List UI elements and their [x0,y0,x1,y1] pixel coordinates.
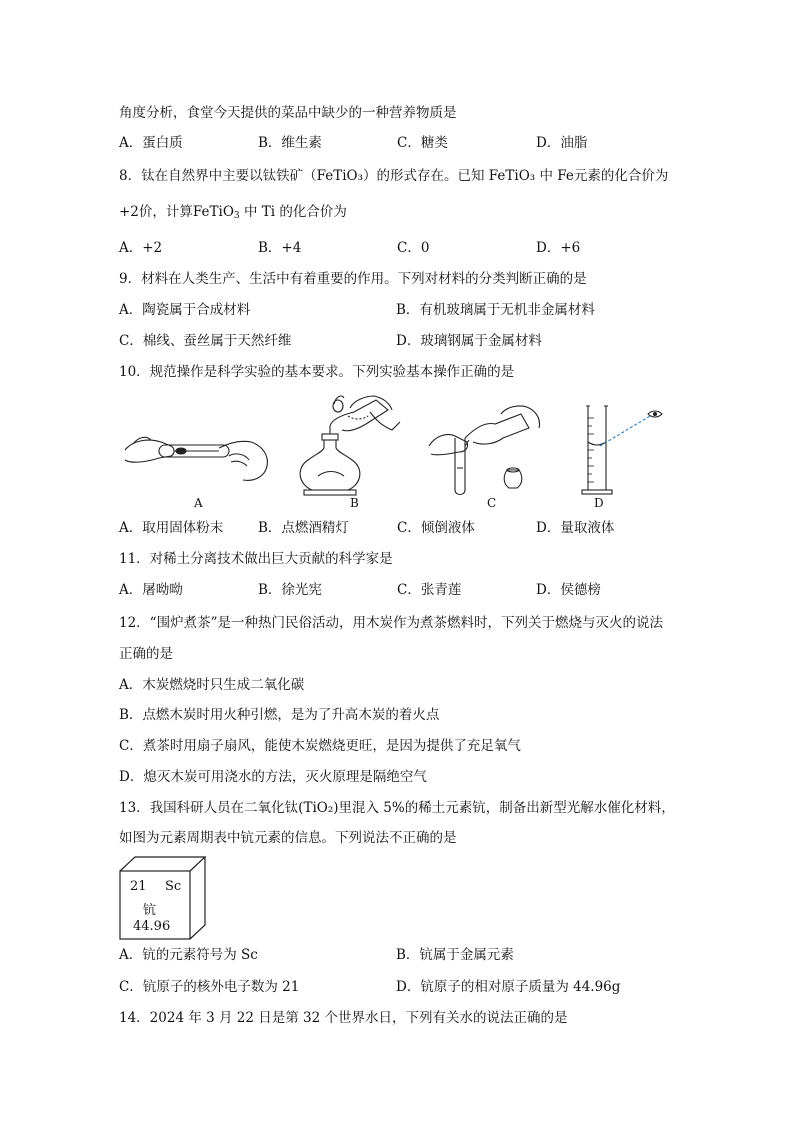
q13-stem-line1: 13．我国科研人员在二氧化钛(TiO₂)里混入 5%的稀土元素钪，制备出新型光解水催化材料， [119,800,675,816]
q12-stem-line2: 正确的是 [119,646,173,662]
q8-stem-line2 [119,203,347,221]
q9-option-a: A．陶瓷属于合成材料 [119,302,251,318]
q9-options-row2 [119,332,679,350]
q10-option-c: C．倾倒液体 [397,520,475,536]
element-atomic-number: 21 [130,879,147,894]
q7-option-c: C．糖类 [397,135,448,151]
q8-options [119,239,679,257]
q8-option-d: D．+6 [536,240,581,256]
q8-stem-line2-a: +2价，计算FeTiO [119,204,234,220]
q11-option-b: B．徐光宪 [258,582,322,598]
q7-option-a: A．蛋白质 [119,135,183,151]
q8-stem-line2-sub: 3 [233,211,240,221]
q13-option-a: A．钪的元素符号为 Sc [119,947,258,963]
q11-options [119,581,679,599]
q7-option-d: D．油脂 [536,135,588,151]
periodic-table-cell-scandium [119,856,207,940]
q13-option-d: D．钪原子的相对原子质量为 44.96g [396,979,621,995]
q13-options-row1 [119,946,679,964]
q10-option-a: A．取用固体粉末 [119,520,224,536]
q9-option-b: B．有机玻璃属于无机非金属材料 [396,302,595,318]
q7-stem: 角度分析，食堂今天提供的菜品中缺少的一种营养物质是 [119,105,457,121]
q7-options [119,134,679,152]
element-name: 钪 [143,903,157,918]
figure-a-label: A [194,496,203,510]
q12-option-b: B．点燃木炭时用火种引燃，是为了升高木炭的着火点 [119,707,440,723]
q10-options [119,519,679,537]
q12-option-c: C．煮茶时用扇子扇风，能使木炭燃烧更旺，是因为提供了充足氧气 [119,738,521,754]
figure-c-label: C [487,496,497,510]
q8-stem-line2-b: 中 Ti 的化合价为 [239,204,347,220]
q11-option-a: A．屠呦呦 [119,582,183,598]
q9-option-d: D．玻璃钢属于金属材料 [396,333,542,349]
figure-b-lighting-lamp [292,392,412,500]
q9-stem: 9．材料在人类生产、生活中有着重要的作用。下列对材料的分类判断正确的是 [119,271,587,287]
q10-option-b: B．点燃酒精灯 [258,520,349,536]
q13-option-b: B．钪属于金属元素 [396,947,514,963]
q10-stem: 10．规范操作是科学实验的基本要求。下列实验基本操作正确的是 [119,364,515,380]
q9-options-row1 [119,301,679,319]
figure-b-label: B [350,496,359,510]
figure-d-label: D [594,496,604,510]
q12-option-d: D．熄灭木炭可用浇水的方法，灭火原理是隔绝空气 [119,769,427,785]
q7-option-b: B．维生素 [258,135,322,151]
q8-option-b: B．+4 [258,240,302,256]
q13-options-row2 [119,978,679,996]
q11-option-c: C．张青莲 [397,582,462,598]
q10-option-d: D．量取液体 [536,520,615,536]
q8-stem-line1: 8．钛在自然界中主要以钛铁矿（FeTiO₃）的形式存在。已知 FeTiO₃ 中 Fe元素的化合价为 [119,168,669,184]
q13-stem-line2: 如图为元素周期表中钪元素的信息。下列说法不正确的是 [119,830,457,846]
element-atomic-mass: 44.96 [133,919,171,934]
element-symbol: Sc [165,879,182,894]
q8-option-a: A．+2 [119,240,163,256]
q13-option-c: C．钪原子的核外电子数为 21 [119,979,300,995]
q8-option-c: C．0 [397,240,430,256]
figure-a-powder-transfer [119,420,274,500]
q14-stem: 14．2024 年 3 月 22 日是第 32 个世界水日，下列有关水的说法正确的是 [119,1010,568,1026]
q9-option-c: C．棉线、蚕丝属于天然纤维 [119,333,292,349]
q11-stem: 11．对稀土分离技术做出巨大贡献的科学家是 [119,551,393,567]
q12-stem-line1: 12．“围炉煮茶”是一种热门民俗活动，用木炭作为煮茶燃料时，下列关于燃烧与灭火的说法 [119,615,663,631]
q11-option-d: D．侯德榜 [536,582,601,598]
figure-c-pouring-liquid [425,402,545,500]
figure-d-measuring-cylinder [578,402,673,498]
q12-option-a: A．木炭燃烧时只生成二氧化碳 [119,677,305,693]
